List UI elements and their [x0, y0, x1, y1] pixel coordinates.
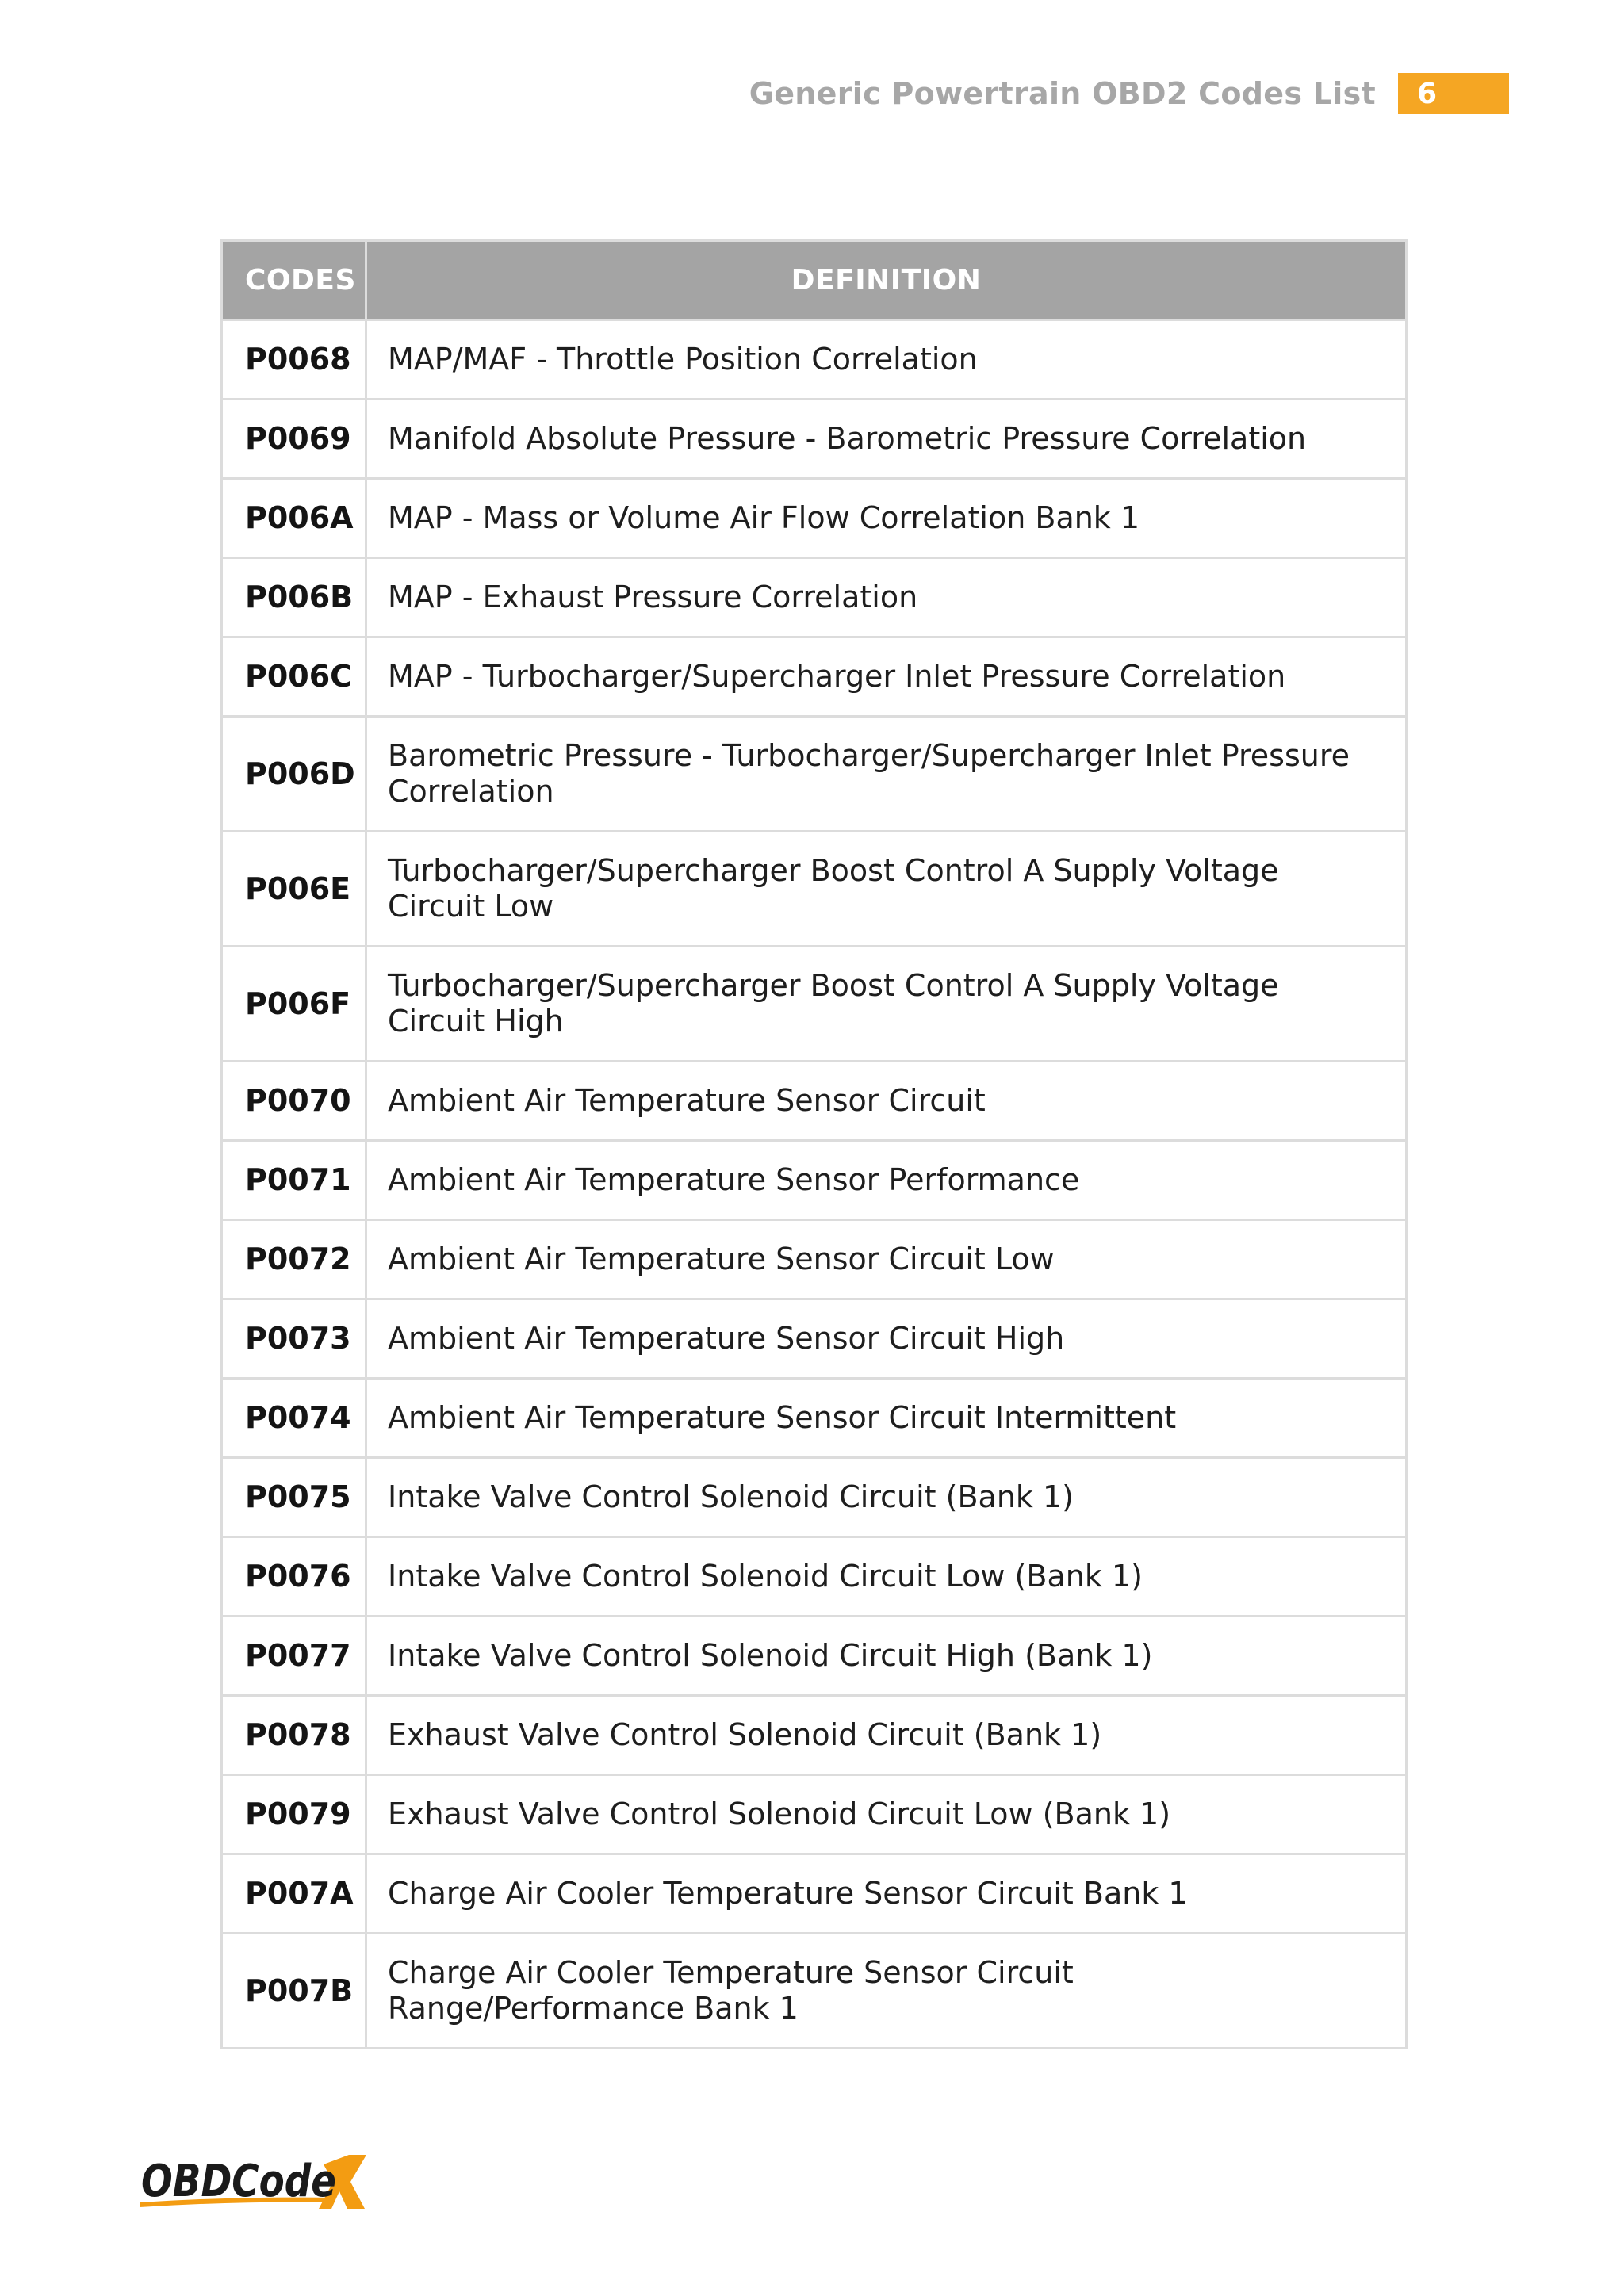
code-cell: P0068	[222, 320, 366, 400]
table-row	[222, 1537, 1407, 1617]
definition-cell: Ambient Air Temperature Sensor Circuit	[366, 1062, 1407, 1141]
code-cell: P0072	[222, 1220, 366, 1299]
table-row	[222, 717, 1407, 832]
column-header-codes: CODES	[222, 241, 366, 320]
definition-cell: Intake Valve Control Solenoid Circuit (Bank 1)	[366, 1458, 1407, 1537]
code-cell: P0069	[222, 400, 366, 479]
codes-table	[220, 239, 1408, 2049]
code-cell: P0070	[222, 1062, 366, 1141]
column-header-definition: DEFINITION	[366, 241, 1407, 320]
code-cell: P0077	[222, 1617, 366, 1696]
code-cell: P006E	[222, 832, 366, 947]
table-row	[222, 1934, 1407, 2049]
table-body	[222, 320, 1407, 2049]
definition-cell: Charge Air Cooler Temperature Sensor Circuit Bank 1	[366, 1854, 1407, 1934]
document-title: Generic Powertrain OBD2 Codes List	[749, 76, 1376, 111]
definition-cell: Intake Valve Control Solenoid Circuit Low (Bank 1)	[366, 1537, 1407, 1617]
table-row	[222, 1854, 1407, 1934]
definition-cell: Exhaust Valve Control Solenoid Circuit Low (Bank 1)	[366, 1775, 1407, 1854]
definition-cell: Ambient Air Temperature Sensor Circuit Intermittent	[366, 1379, 1407, 1458]
table-row	[222, 1458, 1407, 1537]
code-cell: P0076	[222, 1537, 366, 1617]
definition-cell: Turbocharger/Supercharger Boost Control A Supply Voltage Circuit Low	[366, 832, 1407, 947]
table-row	[222, 1141, 1407, 1220]
table-row	[222, 947, 1407, 1062]
table-row	[222, 1062, 1407, 1141]
definition-cell: Charge Air Cooler Temperature Sensor Circuit Range/Performance Bank 1	[366, 1934, 1407, 2049]
definition-cell: Ambient Air Temperature Sensor Performance	[366, 1141, 1407, 1220]
code-cell: P006C	[222, 637, 366, 717]
code-cell: P0075	[222, 1458, 366, 1537]
code-cell: P0073	[222, 1299, 366, 1379]
code-cell: P006F	[222, 947, 366, 1062]
code-cell: P0074	[222, 1379, 366, 1458]
code-cell: P007A	[222, 1854, 366, 1934]
definition-cell: Ambient Air Temperature Sensor Circuit Low	[366, 1220, 1407, 1299]
code-cell: P0079	[222, 1775, 366, 1854]
definition-cell: Exhaust Valve Control Solenoid Circuit (Bank 1)	[366, 1696, 1407, 1775]
table-row	[222, 320, 1407, 400]
table-row	[222, 558, 1407, 637]
table-row	[222, 1775, 1407, 1854]
definition-cell: Manifold Absolute Pressure - Barometric Pressure Correlation	[366, 400, 1407, 479]
page-number-badge: 6	[1398, 73, 1509, 114]
page-header	[749, 73, 1509, 114]
table-row	[222, 479, 1407, 558]
definition-cell: Ambient Air Temperature Sensor Circuit High	[366, 1299, 1407, 1379]
definition-cell: MAP - Mass or Volume Air Flow Correlation Bank 1	[366, 479, 1407, 558]
table-row	[222, 1617, 1407, 1696]
code-cell: P0078	[222, 1696, 366, 1775]
code-cell: P006D	[222, 717, 366, 832]
table-row	[222, 637, 1407, 717]
svg-text:OBDCode: OBDCode	[141, 2156, 336, 2207]
definition-cell: MAP - Exhaust Pressure Correlation	[366, 558, 1407, 637]
table-row	[222, 1379, 1407, 1458]
code-cell: P0071	[222, 1141, 366, 1220]
table-row	[222, 1696, 1407, 1775]
table-row	[222, 400, 1407, 479]
table-row	[222, 1220, 1407, 1299]
definition-cell: MAP - Turbocharger/Supercharger Inlet Pressure Correlation	[366, 637, 1407, 717]
code-cell: P006A	[222, 479, 366, 558]
definition-cell: Intake Valve Control Solenoid Circuit High (Bank 1)	[366, 1617, 1407, 1696]
definition-cell: MAP/MAF - Throttle Position Correlation	[366, 320, 1407, 400]
table-header-row	[222, 241, 1407, 320]
definition-cell: Barometric Pressure - Turbocharger/Supercharger Inlet Pressure Correlation	[366, 717, 1407, 832]
definition-cell: Turbocharger/Supercharger Boost Control A Supply Voltage Circuit High	[366, 947, 1407, 1062]
obdcodex-logo	[136, 2150, 374, 2214]
code-cell: P007B	[222, 1934, 366, 2049]
table-row	[222, 1299, 1407, 1379]
table-row	[222, 832, 1407, 947]
code-cell: P006B	[222, 558, 366, 637]
